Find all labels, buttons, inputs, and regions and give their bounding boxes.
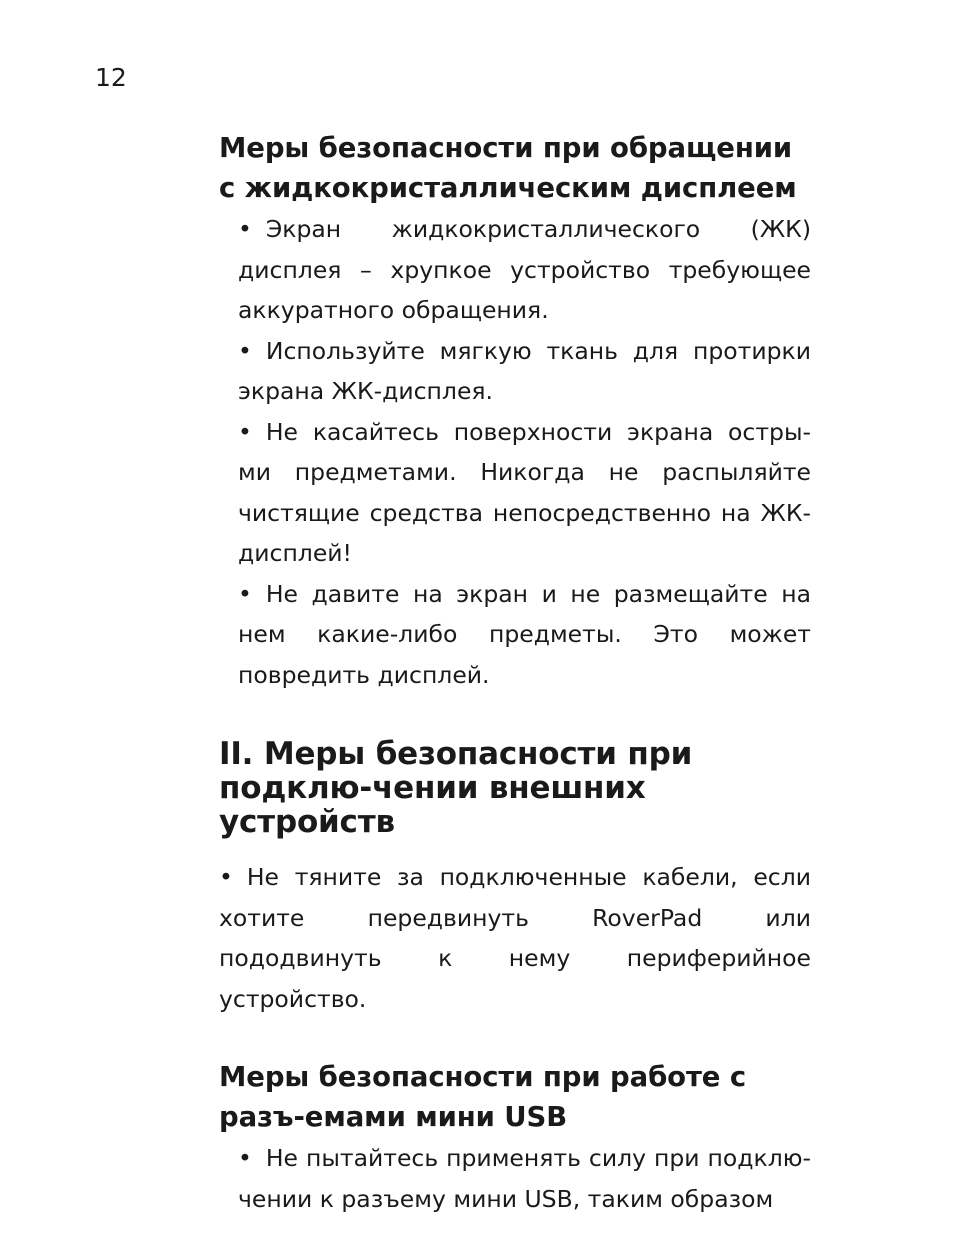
lcd-safety-section [219,128,811,695]
usb-section [219,1057,811,1219]
list-item-text: Используйте мягкую ткань для протирки экрана ЖК-дисплея. [238,336,811,405]
list-item [238,412,811,574]
list-item-text: Экран жидкокристаллического (ЖК) дисплея – хрупкое устройство требующее аккуратного обращения. [238,215,811,324]
list-item [219,857,811,1019]
page-number: 12 [95,63,127,92]
bullet-marker: • [238,215,252,243]
list-item-text: Не пытайтесь применять силу при подклю-чении к разъему мини USB, таким образом [238,1144,811,1213]
external-section-heading: II. Меры безопасности при подклю-чении внешних устройств [219,736,693,840]
bullet-marker: • [238,417,252,446]
lcd-section-heading: Меры безопасности при обращении с жидкокристаллическим дисплеем [219,132,797,204]
external-bullet-list [219,857,811,1019]
bullet-marker: • [219,863,233,891]
bullet-marker: • [238,579,252,608]
list-item [238,331,811,412]
external-devices-section [219,737,811,1019]
bullet-marker: • [238,336,252,365]
list-item [238,209,811,331]
lcd-bullet-list [219,209,811,695]
list-item-text: Не тяните за подключенные кабели, если хотите передвинуть RoverPad или пододвинуть к нему периферийное устройство. [219,863,811,1013]
page-content [219,128,811,1219]
bullet-marker: • [238,1144,252,1172]
list-item [238,574,811,696]
usb-bullet-list [219,1138,811,1219]
list-item-text: Не касайтесь поверхности экрана остры-ми предметами. Никогда не распыляйте чистящие средства непосредственно на ЖК-дисплей! [238,417,811,567]
list-item-text: Не давите на экран и не размещайте на нем какие-либо предметы. Это может повредить дисплей. [238,579,811,689]
list-item [238,1138,811,1219]
usb-section-heading: Меры безопасности при работе с разъ-емами мини USB [219,1061,747,1133]
